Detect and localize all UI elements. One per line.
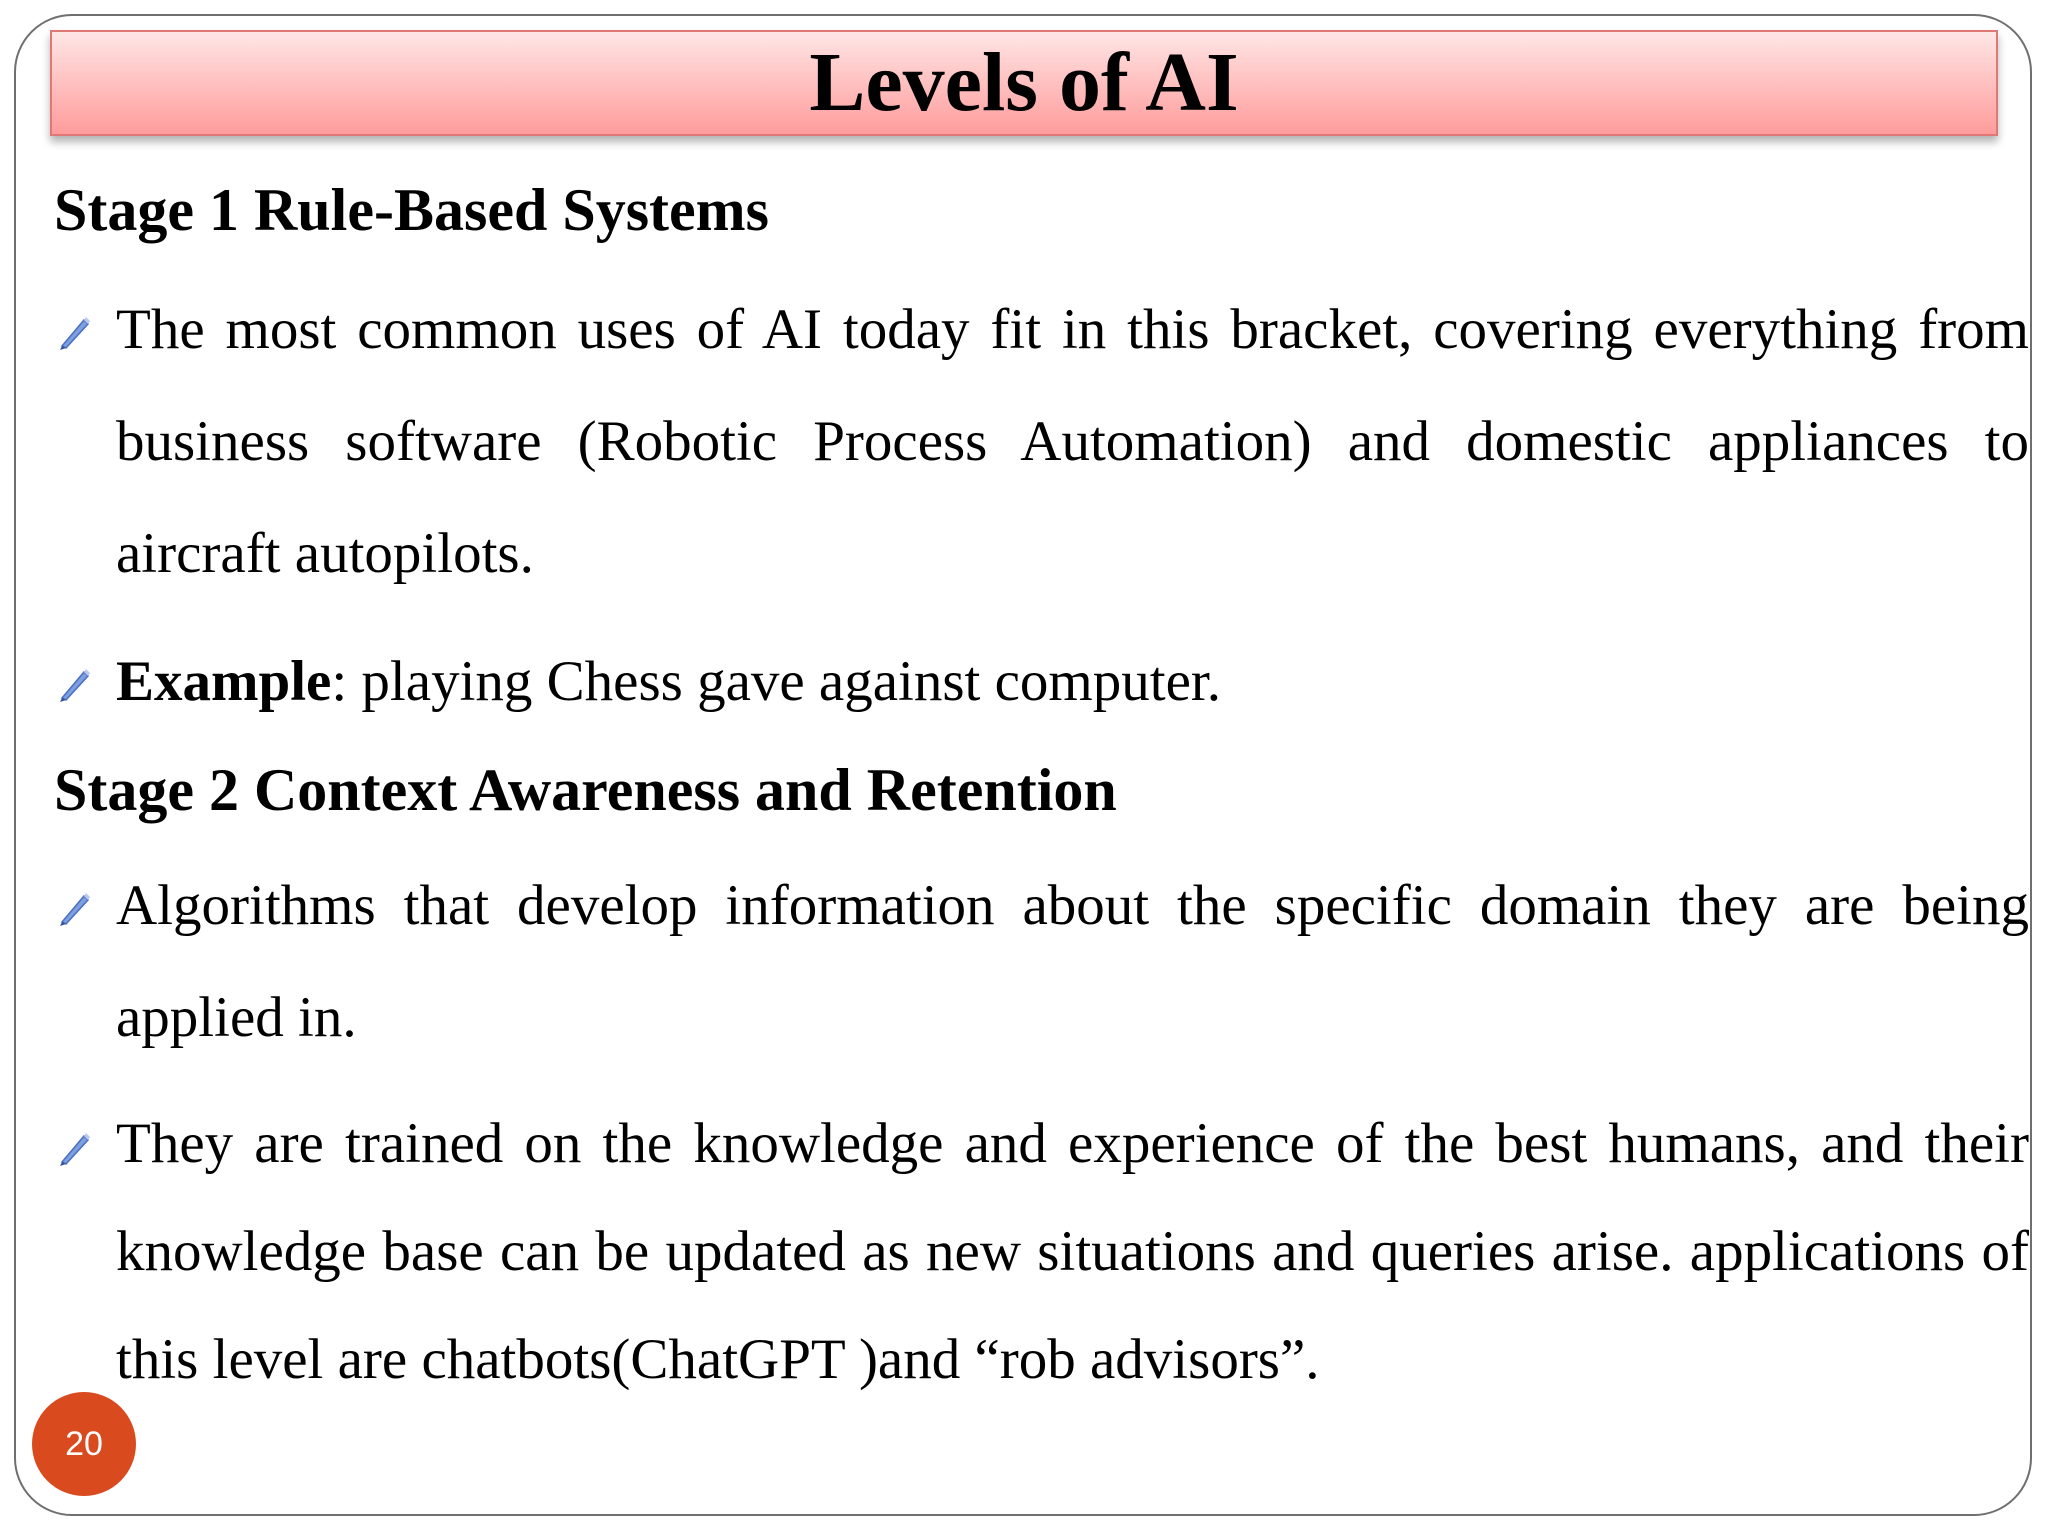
page-number: 20 (65, 1424, 103, 1463)
bullet-item (54, 1090, 2029, 1414)
slide-title: Levels of AI (809, 36, 1239, 129)
section-heading-stage-2: Stage 2 Context Awareness and Retention (54, 757, 1117, 823)
section-heading-stage-1: Stage 1 Rule-Based Systems (54, 177, 769, 243)
bullet-bold-label: Example (116, 650, 332, 713)
bullet-text: The most common uses of AI today fit in this bracket, covering everything from business software (Robotic Process Automation) and domestic appliances to aircraft autopilots. (116, 298, 2029, 585)
bullet-item (54, 626, 2029, 738)
bullet-text: : playing Chess gave against computer. (331, 650, 1221, 713)
bullet-text: They are trained on the knowledge and experience of the best humans, and their knowledge base can be updated as new situations and queries arise. applications of this level are chatbots(ChatGPT )and “rob advisors”. (116, 1112, 2029, 1391)
bullet-item (54, 274, 2029, 610)
pen-icon (54, 664, 94, 704)
pen-icon (54, 888, 94, 928)
bullet-text: Algorithms that develop information about the specific domain they are being applied in. (116, 874, 2029, 1049)
bullet-item (54, 850, 2029, 1074)
slide-content (54, 172, 2029, 1414)
title-banner (50, 30, 1998, 136)
pen-icon (54, 1128, 94, 1168)
pen-icon (54, 312, 94, 352)
